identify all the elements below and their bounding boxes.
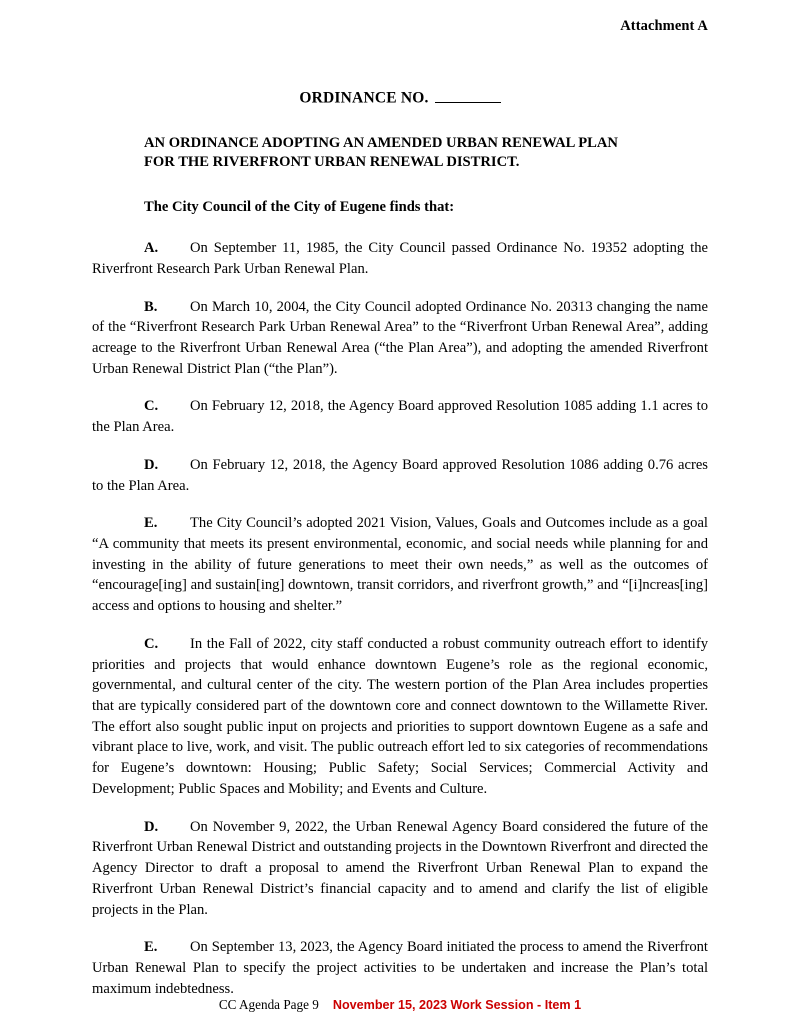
title-block (92, 87, 708, 216)
finding-text: On November 9, 2022, the Urban Renewal Agency Board considered the future of the Riverfront Urban Renewal District and outstanding projects in the Downtown Riverfront and directed the Agency Director to draft a proposal to amend the Riverfront Urban Renewal Plan to expand the Riverfront Urban Renewal District’s financial capacity and to amend and clarify the list of eligible projects in the Plan. (92, 818, 708, 918)
finding-paragraph (92, 396, 708, 437)
ordinance-heading-line-2: FOR THE RIVERFRONT URBAN RENEWAL DISTRICT. (144, 154, 520, 171)
ordinance-number-line (92, 87, 708, 108)
finding-label: C. (144, 398, 159, 415)
finding-label: E. (144, 939, 158, 956)
findings-intro: The City Council of the City of Eugene finds that: (144, 199, 455, 216)
attachment-label: Attachment A (620, 18, 708, 34)
finding-text: On March 10, 2004, the City Council adopted Ordinance No. 20313 changing the name of the “Riverfront Research Park Urban Renewal Area” to the “Riverfront Urban Renewal Area”, adding acreage to the Riverfront Urban Renewal Area (“the Plan Area”), and adopting the amended Riverfront Urban Renewal District Plan (“the Plan”). (92, 298, 708, 377)
finding-text: In the Fall of 2022, city staff conducted a robust community outreach effort to identify priorities and projects that would enhance downtown Eugene’s role as the regional economic, governmental, and cultural center of the city. The western portion of the Plan Area includes properties that are typically considered part of the downtown core and connect downtown to the Willamette River. The effort also sought public input on projects and priorities to support downtown Eugene as a safe and vibrant place to live, work, and visit. The public outreach effort led to six categories of recommendations for Eugene’s downtown: Housing; Public Safety; Social Services; Commercial Activity and Development; Public Spaces and Mobility; and Events and Culture. (92, 635, 708, 797)
findings-list (92, 238, 708, 999)
finding-label: A. (144, 240, 159, 257)
finding-label: D. (144, 818, 159, 835)
finding-text: The City Council’s adopted 2021 Vision, Values, Goals and Outcomes include as a goal “A community that meets its present environmental, economic, and social needs while planning for and investing in the ability of future generations to meet their own needs,” as well as the outcomes of “encourage[ing] and sustain[ing] downtown, transit corridors, and riverfront growth,” and “[i]ncreas[ing] access and options to housing and shelter.” (92, 515, 708, 615)
finding-label: D. (144, 456, 159, 473)
finding-paragraph (92, 297, 708, 380)
ordinance-heading (144, 134, 688, 173)
finding-paragraph (92, 937, 708, 999)
ordinance-heading-line-1: AN ORDINANCE ADOPTING AN AMENDED URBAN RENEWAL PLAN (144, 134, 618, 151)
agenda-page-label: CC Agenda Page 9 (218, 997, 319, 1012)
finding-text: On September 11, 1985, the City Council passed Ordinance No. 19352 adopting the Riverfront Research Park Urban Renewal Plan. (92, 240, 708, 277)
finding-label: C. (144, 635, 159, 652)
finding-label: E. (144, 515, 158, 532)
finding-text: On February 12, 2018, the Agency Board approved Resolution 1086 adding 0.76 acres to the Plan Area. (92, 456, 708, 494)
finding-paragraph (92, 513, 708, 617)
finding-paragraph (92, 634, 708, 800)
finding-paragraph (92, 238, 708, 279)
finding-label: B. (144, 298, 158, 315)
ordinance-number-label: ORDINANCE NO. (299, 89, 429, 107)
page-footer (0, 997, 800, 1013)
ordinance-number-blank (435, 87, 501, 103)
finding-text: On September 13, 2023, the Agency Board initiated the process to amend the Riverfront Urban Renewal Plan to specify the project activities to be undertaken and increase the Plan’s total maximum indebtedness. (92, 939, 708, 997)
finding-text: On February 12, 2018, the Agency Board approved Resolution 1085 adding 1.1 acres to the Plan Area. (92, 398, 708, 436)
finding-paragraph (92, 455, 708, 496)
finding-paragraph (92, 817, 708, 921)
work-session-label: November 15, 2023 Work Session - Item 1 (332, 998, 582, 1012)
